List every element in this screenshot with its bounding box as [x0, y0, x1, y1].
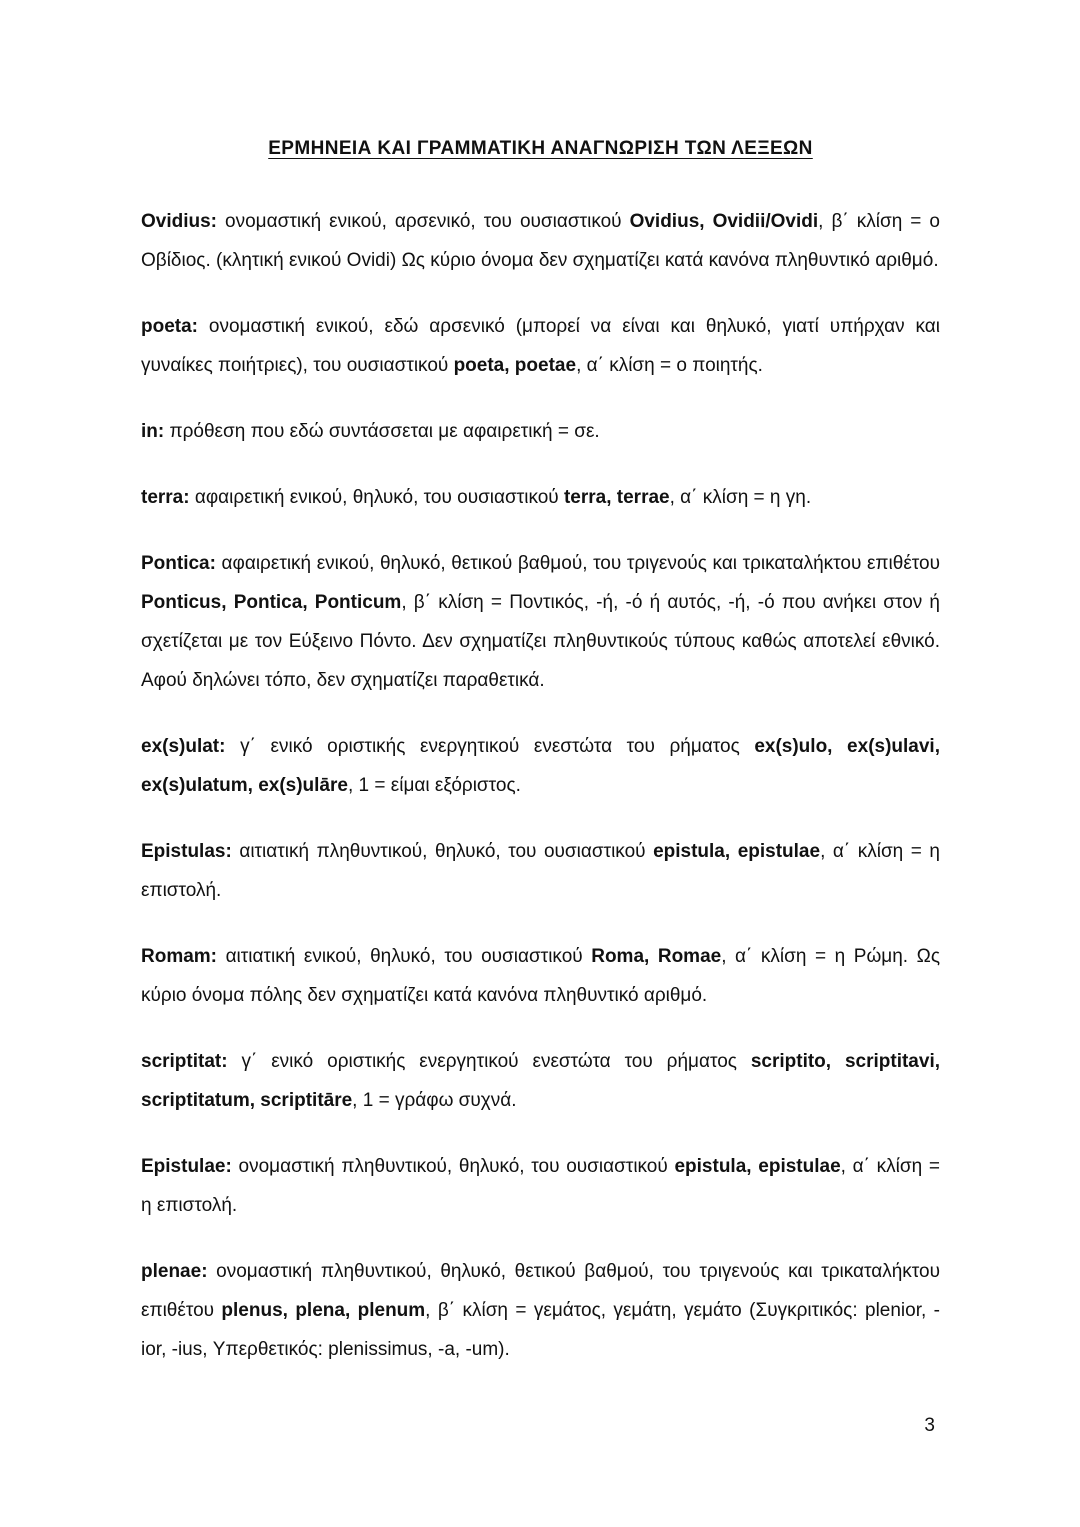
text-run: , 1 = γράφω συχνά. — [352, 1090, 517, 1111]
text-run: , α΄ κλίση = η επιστολή. — [141, 841, 940, 901]
text-run: , 1 = είμαι εξόριστος. — [347, 775, 521, 796]
text-run: γ΄ ενικό οριστικής ενεργητικού ενεστώτα του ρήματος — [227, 1051, 751, 1072]
paragraph — [141, 937, 940, 1015]
term-label: Epistulas: — [141, 841, 232, 862]
paragraph — [141, 1147, 940, 1225]
paragraph — [141, 478, 940, 517]
text-run: , α΄ κλίση = η επιστολή. — [141, 1156, 940, 1216]
text-run: αφαιρετική ενικού, θηλυκό, του ουσιαστικού — [189, 487, 564, 508]
text-run: πρόθεση που εδώ συντάσσεται με αφαιρετική = σε. — [164, 421, 600, 442]
term-label: scriptitat: — [141, 1051, 228, 1072]
term-label: in: — [141, 421, 165, 442]
text-run: ονομαστική πληθυντικού, θηλυκό, του ουσιαστικού — [231, 1156, 675, 1177]
term-label: poeta: — [141, 316, 198, 337]
bold-run: epistula, epistulae — [674, 1156, 841, 1177]
paragraph — [141, 307, 940, 385]
text-run: αφαιρετική ενικού, θηλυκό, θετικού βαθμού, του τριγενούς και τρικαταλήκτου επιθέτου — [215, 553, 940, 574]
bold-run: scriptito, scriptitavi, scriptitatum, scriptitāre — [141, 1051, 940, 1111]
bold-run: Roma, Romae — [591, 946, 722, 967]
text-run: , α΄ κλίση = η Ρώμη. Ως κύριο όνομα πόλης δεν σχηματίζει κατά κανόνα πληθυντικό αριθμό. — [141, 946, 941, 1006]
paragraph — [141, 412, 940, 451]
page-title: ΕΡΜΗΝΕΙΑ ΚΑΙ ΓΡΑΜΜΑΤΙΚΗ ΑΝΑΓΝΩΡΙΣΗ ΤΩΝ ΛΕΞΕΩΝ — [268, 138, 813, 159]
text-run: ονομαστική ενικού, εδώ αρσενικό (μπορεί να είναι και θηλυκό, γιατί υπήρχαν και γυναίκες ποιήτριες), του ουσιαστικού — [141, 316, 940, 376]
bold-run: epistula, epistulae — [653, 841, 821, 862]
paragraph — [141, 727, 940, 805]
text-run: , β΄ κλίση = γεμάτος, γεμάτη, γεμάτο (Συγκριτικός: plenior, -ior, -ius, Υπερθετικός: plenissimus, -a, -um). — [141, 1300, 940, 1360]
bold-run: plenus, plena, plenum — [221, 1300, 426, 1321]
text-run: αιτιατική πληθυντικού, θηλυκό, του ουσιαστικού — [231, 841, 654, 862]
text-run: ονομαστική ενικού, αρσενικό, του ουσιαστικού — [217, 211, 630, 232]
bold-run: Ovidius, Ovidii/Ovidi — [629, 211, 819, 232]
term-label: Epistulae: — [141, 1156, 232, 1177]
text-run: , α΄ κλίση = η γη. — [669, 487, 812, 508]
text-run: γ΄ ενικό οριστικής ενεργητικού ενεστώτα του ρήματος — [225, 736, 755, 757]
term-label: plenae: — [141, 1261, 208, 1282]
text-run: , α΄ κλίση = ο ποιητής. — [576, 355, 763, 376]
text-run: , β΄ κλίση = Ποντικός, -ή, -ό ή αυτός, -ή, -ό που ανήκει στον ή σχετίζεται με τον Εύξεινο Πόντο. Δεν σχηματίζει πληθυντικούς τύπους καθώς αποτελεί εθνικό. Αφού δηλώνει τόπο, δεν σχηματίζει παραθετικά. — [141, 592, 941, 691]
paragraph — [141, 202, 940, 280]
paragraph — [141, 1252, 940, 1369]
text-run: ονομαστική πληθυντικού, θηλυκό, θετικού βαθμού, του τριγενούς και τρικαταλήκτου επιθέτου — [141, 1261, 940, 1321]
paragraph — [141, 832, 940, 910]
bold-run: terra, terrae — [563, 487, 670, 508]
text-run: αιτιατική ενικού, θηλυκό, του ουσιαστικού — [217, 946, 592, 967]
bold-run: ex(s)ulo, ex(s)ulavi, ex(s)ulatum, ex(s)ulāre — [141, 736, 940, 796]
paragraphs — [141, 202, 940, 1369]
term-label: ex(s)ulat: — [141, 736, 226, 757]
term-label: Ovidius: — [141, 211, 218, 232]
term-label: terra: — [141, 487, 190, 508]
page-number: 3 — [924, 1415, 935, 1436]
paragraph — [141, 1042, 940, 1120]
term-label: Romam: — [141, 946, 218, 967]
bold-run: Ponticus, Pontica, Ponticum — [141, 592, 402, 613]
paragraph — [141, 544, 940, 700]
bold-run: poeta, poetae — [453, 355, 577, 376]
term-label: Pontica: — [141, 553, 216, 574]
text-run: , β΄ κλίση = ο Οβίδιος. (κλητική ενικού Ovidi) Ως κύριο όνομα δεν σχηματίζει κατά κανόνα πληθυντικό αριθμό. — [141, 211, 940, 271]
